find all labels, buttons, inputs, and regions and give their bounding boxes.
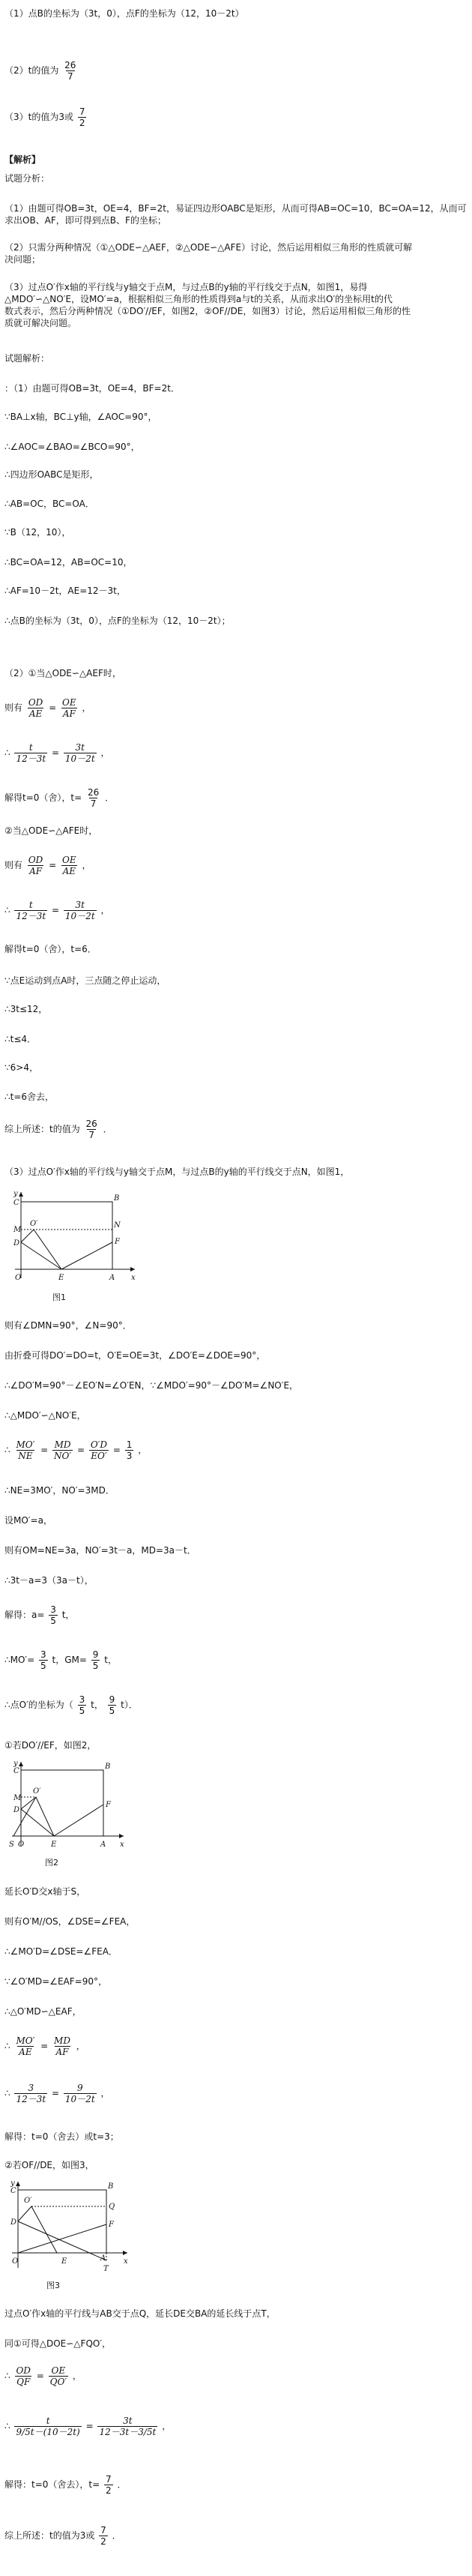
label-O-prime: O′ xyxy=(30,1220,38,1228)
numerator: 9 xyxy=(109,1694,115,1705)
label-T: T xyxy=(103,2265,109,2273)
text: t， xyxy=(104,1655,117,1665)
fraction xyxy=(49,2365,68,2387)
numerator: 3t xyxy=(75,900,85,910)
denominator: 5 xyxy=(79,1706,85,1716)
numerator: 3 xyxy=(50,1604,56,1615)
fraction xyxy=(85,1119,99,1140)
denominator: NO′ xyxy=(54,1451,72,1461)
equals-sign: = xyxy=(76,1445,85,1455)
text: 3 xyxy=(138,2427,144,2437)
fraction xyxy=(14,2035,36,2057)
label-E: E xyxy=(58,1274,64,1282)
ratio-equation xyxy=(4,2083,110,2104)
denominator: AE xyxy=(28,708,43,719)
analysis-text: 数式表示，然后分两种情况（①DO′//EF，如图2，②OF//DE，如图3）讨论，然后运用相似三角形的性 xyxy=(4,306,411,316)
denominator: 5 xyxy=(109,1706,115,1716)
solution-line: ∴点B的坐标为（3t，0），点F的坐标为（12，10－2t）； xyxy=(4,616,231,626)
solution-line: ∵6>4， xyxy=(4,1062,38,1073)
text: ∴ xyxy=(4,2421,10,2431)
denominator: 3 xyxy=(126,1451,133,1461)
figure-caption: 图3 xyxy=(46,2281,60,2290)
answer-1: （1）点B的坐标为（3t，0），点F的坐标为（12，10－2t） xyxy=(4,8,244,19)
numerator: t xyxy=(28,900,33,910)
label-F: F xyxy=(106,1801,111,1809)
label-x: x xyxy=(120,1841,124,1849)
label-C: C xyxy=(13,1199,19,1207)
equals-sign: = xyxy=(49,860,57,870)
text: 解得：a= xyxy=(4,1610,45,1620)
label-A: A xyxy=(100,1841,106,1849)
denominator: 9/5t－(10－2t) xyxy=(16,2427,80,2437)
numerator: O′D xyxy=(90,1439,108,1450)
fraction xyxy=(64,2083,97,2104)
text: t）． xyxy=(121,1700,138,1710)
denominator: AF xyxy=(62,708,76,719)
label-S: S xyxy=(9,1841,14,1849)
numerator: 3t xyxy=(123,2416,133,2426)
denominator: EO′ xyxy=(91,1451,107,1461)
analysis-text: （1）由题可得OB=3t，OE=4，BF=2t，易证四边形OABC是矩形，从而可得AB=OC=10，BC=OA=12，从而可 xyxy=(4,203,467,214)
denominator: 12－3t－3/5t xyxy=(99,2427,157,2437)
numerator: 3 xyxy=(79,1694,85,1705)
text: 9 xyxy=(16,2427,22,2437)
comma: ， xyxy=(100,747,110,758)
solution-line: 解得t=0（舍），t=6． xyxy=(4,944,97,954)
label-x: x xyxy=(124,2257,128,2266)
label-x: x xyxy=(131,1274,136,1282)
fraction xyxy=(104,2474,113,2496)
solution-line: （3）过点O′作x轴的平行线与y轴交于点M，与过点B的y轴的平行线交于点N，如图1， xyxy=(4,1167,350,1177)
fraction xyxy=(27,855,44,876)
label-E: E xyxy=(61,2257,67,2266)
solution-line: ∴t≤4． xyxy=(4,1034,37,1044)
denominator: QF xyxy=(16,2377,31,2387)
analysis-text: △MDO′∽△NO′E，设MO′=a，根据相似三角形的性质得到a与t的关系，从而求出O′的坐标用t的代 xyxy=(4,294,393,304)
numerator: 1 xyxy=(126,1439,133,1450)
label-B: B xyxy=(105,1763,111,1771)
answer-2 xyxy=(4,60,79,82)
denominator: AE xyxy=(62,866,76,876)
solution-line: ∴△MDO′∽△NO′E， xyxy=(4,1410,86,1421)
text: 解得t=0（舍），t= xyxy=(4,792,82,803)
label-O: O xyxy=(18,1841,25,1849)
text: ∴ xyxy=(4,1445,10,1455)
text: ∴ xyxy=(4,905,10,915)
label-O-prime: O′ xyxy=(24,2197,32,2205)
numerator: 3t xyxy=(75,742,85,753)
equals-sign: = xyxy=(40,1445,49,1455)
denominator: AE xyxy=(19,2047,32,2057)
numerator: OD xyxy=(16,2365,31,2376)
numerator: MO′ xyxy=(16,2035,35,2046)
figure-2 xyxy=(7,1758,127,1852)
fraction xyxy=(61,697,78,719)
numerator: OE xyxy=(51,2365,66,2376)
equals-sign: = xyxy=(112,1445,121,1455)
ratio-equation xyxy=(4,742,110,764)
solution-line xyxy=(4,1604,74,1626)
text: 则有 xyxy=(4,860,23,870)
label-F: F xyxy=(109,2221,114,2229)
text: 则有 xyxy=(4,702,23,713)
label-C: C xyxy=(13,1767,19,1775)
text: t， xyxy=(91,1700,103,1710)
fraction xyxy=(49,1604,58,1626)
label-A: A xyxy=(100,2254,106,2263)
solution-line: ∴∠MO′D=∠DSE=∠FEA． xyxy=(4,1946,118,1957)
solution-line: 延长O′D交x轴于S， xyxy=(4,1886,86,1897)
solution-line: 过点O′作x轴的平行线与AB交于点Q，延长DE交BA的延长线于点T， xyxy=(4,2308,276,2319)
period: ． xyxy=(103,1124,112,1134)
solution-line: ∴AB=OC，BC=OA． xyxy=(4,499,94,509)
text: t，GM= xyxy=(52,1655,87,1665)
numerator: 7 xyxy=(100,2525,106,2536)
fraction xyxy=(64,742,97,764)
solution-line: ∴∠AOC=∠BAO=∠BCO=90°， xyxy=(4,442,140,452)
numerator: 3 xyxy=(40,1649,46,1660)
fraction xyxy=(14,2416,81,2437)
solution-line: 则有OM=NE=3a，NO′=3t－a，MD=3a－t． xyxy=(4,1545,196,1556)
text: 10－2t xyxy=(46,2427,77,2437)
solution-line: 则有O′M//OS，∠DSE=∠FEA， xyxy=(4,1916,136,1927)
fraction xyxy=(91,1649,100,1671)
figure-caption: 图1 xyxy=(52,1292,66,1302)
solution-title: 试题解析： xyxy=(4,353,50,364)
fraction xyxy=(14,2083,47,2104)
fraction xyxy=(63,60,77,82)
label-D: D xyxy=(10,2218,17,2227)
solution-line: ∴四边形OABC是矩形， xyxy=(4,469,99,480)
denominator: 2 xyxy=(100,2536,106,2547)
numerator: OD xyxy=(28,855,43,865)
text: 综上所述：t的值为3或 xyxy=(4,2530,95,2541)
denominator: 5 xyxy=(50,1616,56,1626)
numerator: 26 xyxy=(64,60,76,70)
equals-sign: = xyxy=(40,2041,49,2051)
denominator: 10－2t xyxy=(64,911,95,921)
numerator: 3 xyxy=(28,2083,34,2093)
ratio-equation xyxy=(4,1439,147,1461)
analysis-text: 决问题； xyxy=(4,254,41,265)
analysis-text: （2）只需分两种情况（①△ODE∽△AEF，②△ODE∽△AFE）讨论，然后运用相似三角形的性质就可解 xyxy=(4,242,413,253)
period: ． xyxy=(112,2530,121,2541)
text: 12－3t xyxy=(99,2427,130,2437)
denominator: 12－3t xyxy=(16,2094,46,2104)
denominator: 12－3t xyxy=(16,753,46,764)
period: ． xyxy=(117,2479,127,2490)
solution-line: ②当△ODE∽△AFE时， xyxy=(4,825,98,836)
label-O-prime: O′ xyxy=(33,1787,41,1796)
text: 5 xyxy=(146,2427,153,2437)
comma: ， xyxy=(82,702,91,713)
text: t xyxy=(152,2427,157,2437)
ratio-equation xyxy=(4,2365,82,2387)
equals-sign: = xyxy=(49,702,57,713)
text: t， xyxy=(61,1610,75,1620)
fraction xyxy=(14,742,47,764)
label-M: M xyxy=(13,1226,22,1234)
solution-line: 则有∠DMN=90°，∠N=90°． xyxy=(4,1320,132,1331)
denominator: 5 xyxy=(92,1661,99,1671)
text: 5 xyxy=(25,2427,31,2437)
comma: ， xyxy=(72,2371,82,2381)
fraction xyxy=(99,2525,108,2547)
text: ∴MO′= xyxy=(4,1655,35,1665)
solution-line: ∵点E运动到点A时，三点随之停止运动， xyxy=(4,975,166,986)
ratio-equation xyxy=(4,855,91,876)
denominator: 2 xyxy=(105,2485,112,2496)
solution-line: ∴△O′MD∽△EAF， xyxy=(4,2006,82,2017)
denominator: NE xyxy=(18,1451,33,1461)
fraction xyxy=(78,106,87,128)
denominator: 2 xyxy=(79,118,85,128)
denominator: 7 xyxy=(67,71,73,82)
label-M: M xyxy=(13,1794,22,1802)
ratio-equation xyxy=(4,2416,171,2437)
analysis-title: 试题分析： xyxy=(4,173,50,184)
label-O: O xyxy=(15,1274,22,1282)
solution-line: 解得：t=0（舍去）或t=3； xyxy=(4,2131,119,2142)
text: ∴ xyxy=(4,2088,10,2098)
numerator: 26 xyxy=(87,787,100,798)
solution-line: ∴NE=3MO′，NO′=3MD． xyxy=(4,1485,115,1496)
denominator: AF xyxy=(55,2047,69,2057)
numerator: t xyxy=(46,2416,50,2426)
label-C: C xyxy=(10,2187,16,2195)
text: ∴ xyxy=(4,2041,10,2051)
jiexi-heading: 【解析】 xyxy=(4,154,41,165)
denominator: QO′ xyxy=(49,2377,67,2387)
comma: ， xyxy=(76,2041,85,2051)
label-F: F xyxy=(115,1238,120,1246)
equals-sign: = xyxy=(52,2088,60,2098)
solution-line: 同①可得△DOE∽△FQO′， xyxy=(4,2338,112,2349)
fraction xyxy=(125,1439,134,1461)
fraction xyxy=(78,1694,87,1716)
ratio-equation xyxy=(4,900,110,921)
label-O: O xyxy=(12,2257,19,2266)
numerator: OD xyxy=(28,697,43,708)
solution-line xyxy=(4,1119,112,1140)
numerator: 7 xyxy=(79,106,85,117)
text: ∴ xyxy=(4,2371,10,2381)
analysis-text: 质就可解决问题。 xyxy=(4,318,77,328)
figure-caption: 图2 xyxy=(45,1858,58,1868)
fraction xyxy=(14,2365,31,2387)
solution-line: 由折叠可得DO′=DO=t，O′E=OE=3t，∠DO′E=∠DOE=90°， xyxy=(4,1350,266,1361)
text: 综上所述：t的值为 xyxy=(4,1124,80,1134)
solution-line: ∴AF=10－2t，AE=12－3t， xyxy=(4,586,126,596)
fraction xyxy=(61,855,78,876)
comma: ， xyxy=(162,2421,172,2431)
numerator: 9 xyxy=(92,1649,99,1660)
fraction xyxy=(52,1439,73,1461)
fraction xyxy=(108,1694,117,1716)
solution-line: 设MO′=a， xyxy=(4,1515,52,1526)
fraction xyxy=(14,1439,36,1461)
denominator: 5 xyxy=(40,1661,46,1671)
label-y: y xyxy=(13,1190,18,1198)
numerator: OE xyxy=(62,855,76,865)
comma: ， xyxy=(82,860,91,870)
fraction xyxy=(39,1649,48,1671)
numerator: 9 xyxy=(76,2083,83,2093)
solution-line: ∴3t－a=3（3a－t）， xyxy=(4,1575,94,1586)
solution-line xyxy=(4,1694,138,1716)
equals-sign: = xyxy=(52,747,60,758)
solution-line: ：（1）由题可得OB=3t，OE=4，BF=2t． xyxy=(4,383,180,394)
equals-sign: = xyxy=(52,905,60,915)
numerator: 26 xyxy=(85,1119,97,1129)
label-y: y xyxy=(13,1760,18,1768)
figure-3 xyxy=(7,2178,131,2275)
solution-line: ∴t=6舍去， xyxy=(4,1092,55,1102)
numerator: 7 xyxy=(105,2474,112,2485)
label-D: D xyxy=(13,1239,20,1248)
equals-sign: = xyxy=(85,2421,94,2431)
comma: ， xyxy=(100,2088,110,2098)
denominator: 10－2t xyxy=(64,753,95,764)
label-A: A xyxy=(109,1274,115,1282)
fraction xyxy=(97,2416,157,2437)
text: t xyxy=(30,2427,34,2437)
solution-line: ①若DO′//EF，如图2， xyxy=(4,1740,97,1751)
fraction xyxy=(27,697,44,719)
fraction xyxy=(52,2035,72,2057)
label-B: B xyxy=(108,2182,114,2191)
answer-3 xyxy=(4,106,88,128)
solution-line: ∴3t≤12， xyxy=(4,1004,48,1014)
denominator: 7 xyxy=(88,1130,94,1140)
ratio-equation xyxy=(4,2035,85,2057)
denominator: 10－2t xyxy=(64,2094,95,2104)
label-Q: Q xyxy=(109,2203,115,2211)
analysis-text: （3）过点O′作x轴的平行线与y轴交于点M，与过点B的y轴的平行线交于点N，如图1，易得 xyxy=(4,282,368,292)
fraction xyxy=(14,900,47,921)
ratio-equation xyxy=(4,697,91,719)
figure-1 xyxy=(7,1188,139,1286)
equals-sign: = xyxy=(36,2371,44,2381)
label-y: y xyxy=(10,2179,15,2188)
numerator: MD xyxy=(54,1439,71,1450)
fraction xyxy=(64,900,97,921)
solution-line: ∵B（12，10）， xyxy=(4,527,71,538)
text: 解得：t=0（舍去），t= xyxy=(4,2479,100,2490)
text: ∴点O′的坐标为（ xyxy=(4,1700,73,1710)
solution-line: ∵∠O′MD=∠EAF=90°， xyxy=(4,1976,107,1987)
solution-line: （2）①当△ODE∽△AEF时， xyxy=(4,668,121,678)
comma: ， xyxy=(138,1445,148,1455)
denominator: AF xyxy=(29,866,43,876)
solution-line: ∵BA⊥x轴，BC⊥y轴，∠AOC=90°， xyxy=(4,412,157,422)
solution-line xyxy=(4,1649,117,1671)
solution-line: ∴∠DO′M=90°－∠EO′N=∠O′EN，∵∠MDO′=90°－∠DO′M=∠NO′E， xyxy=(4,1380,299,1391)
fraction xyxy=(86,787,100,809)
answer-3-text: （3）t的值为3或 xyxy=(4,112,73,122)
label-B: B xyxy=(114,1194,120,1203)
denominator: 7 xyxy=(90,798,97,809)
numerator: OE xyxy=(62,697,76,708)
numerator: MO′ xyxy=(16,1439,35,1450)
solution-line xyxy=(4,2525,121,2547)
denominator: 12－3t xyxy=(16,911,46,921)
numerator: t xyxy=(28,742,33,753)
solution-line xyxy=(4,2474,126,2496)
label-E: E xyxy=(51,1841,57,1849)
solution-line: ②若OF//DE，如图3， xyxy=(4,2160,94,2170)
solution-line xyxy=(4,787,114,809)
answer-2-text: （2）t的值为 xyxy=(4,65,59,76)
period: ． xyxy=(105,792,115,803)
comma: ， xyxy=(100,905,110,915)
numerator: MD xyxy=(54,2035,70,2046)
fraction xyxy=(89,1439,109,1461)
label-D: D xyxy=(13,1806,20,1814)
analysis-text: 求出OB、AF，即可得到点B、F的坐标； xyxy=(4,215,166,226)
text: ∴ xyxy=(4,747,10,758)
label-N: N xyxy=(114,1221,121,1230)
solution-line: ∴BC=OA=12，AB=OC=10， xyxy=(4,557,133,568)
